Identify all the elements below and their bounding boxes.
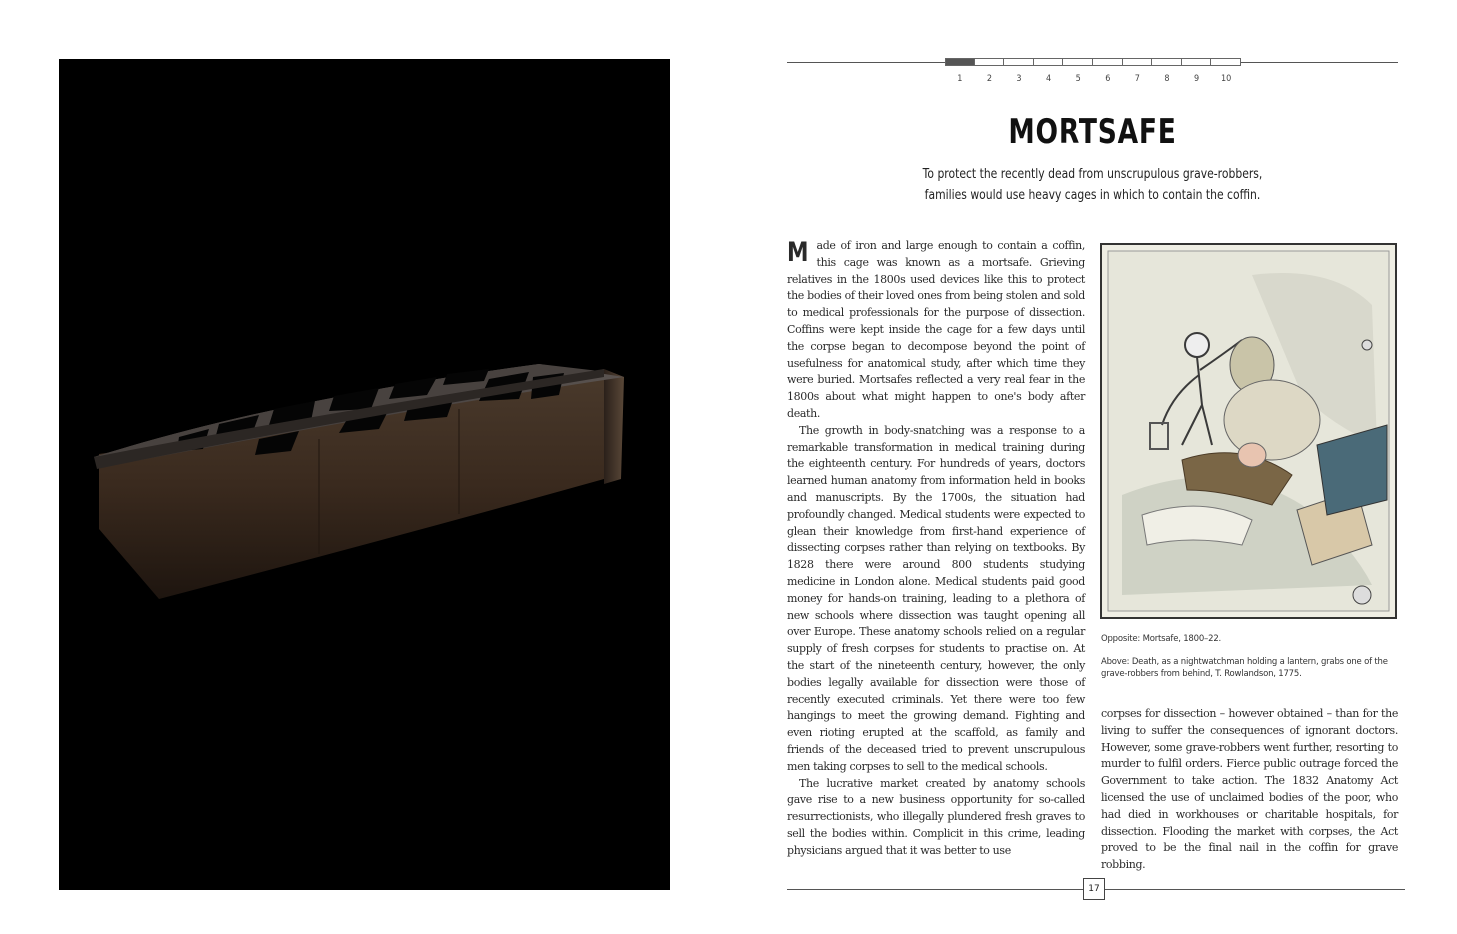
subtitle-line: To protect the recently dead from unscrupulous grave-robbers, (922, 166, 1263, 182)
illustration-image (1102, 245, 1395, 617)
body-paragraph: The growth in body-snatching was a response to a remarkable transformation in medical training during the eighteenth century. For hundreds of years, doctors learned human anatomy from information held in books and manuscripts. By the 1700s, the situation had profoundly changed. Medical students were expected to glean their knowledge from first-hand experience of dissecting corpses rather than relying on textbooks. By 1828 there were around 800 students studying medicine in London alone. Medical students paid good money for hands-on training, leading to a plethora of new schools where dissection was taught opening all over Europe. These anatomy schools relied on a regular supply of fresh corpses for students to practise on. At the start of the nineteenth century, however, the only bodies legally available for dissection were those of recently executed criminals. Yet there were too few hangings to meet the growing demand. Fighting and even rioting erupted at the scaffold, as family and friends of the deceased tried to prevent unscrupulous men taking corpses to sell to the medical schools. (787, 423, 1085, 773)
body-paragraph (787, 238, 1085, 423)
strip-number: 8 (1164, 74, 1170, 84)
page-title: MORTSAFE (1008, 112, 1177, 152)
strip-cell (1063, 58, 1093, 66)
strip-number: 6 (1105, 74, 1111, 84)
caption-opposite: Opposite: Mortsafe, 1800–22. (1101, 634, 1222, 644)
strip-cell (1182, 58, 1212, 66)
strip-cell (1004, 58, 1034, 66)
strip-cell (1123, 58, 1153, 66)
drop-cap: M (787, 237, 809, 268)
mortsafe-image (59, 59, 670, 890)
strip-number: 9 (1193, 74, 1200, 84)
body-paragraph: The lucrative market created by anatomy schools gave rise to a new business opportunity for so-called resurrectionists, who illegally plundered fresh graves to sell the bodies within. Complicit in this crime, leading physicians argued that it was better to use (787, 776, 1085, 857)
footer-rule-left (787, 889, 1083, 890)
body-column-right (1101, 706, 1398, 874)
strip-number: 3 (1016, 74, 1022, 84)
caption-above: Above: Death, as a nightwatchman holding a lantern, grabs one of the grave-robbers from behind, T. Rowlandson, 1775. (1101, 657, 1388, 679)
page-subtitle (848, 164, 1337, 206)
strip-number: 4 (1046, 74, 1052, 84)
strip-cell (1034, 58, 1064, 66)
strip-number: 5 (1075, 74, 1081, 84)
rowlandson-illustration (1100, 243, 1397, 619)
body-paragraph: corpses for dissection – however obtained – than for the living to suffer the consequences of ignorant doctors. However, some grave-robbers went further, resorting to murder to fulfil orders. Fierce public outrage forced the Government to take action. The 1832 Anatomy Act licensed the use of unclaimed bodies of the poor, who had died in workhouses or charitable hospitals, for dissection. Flooding the market with corpses, the Act proved to be the final nail in the coffin for grave robbing. (1101, 707, 1398, 872)
page-strip-numbers (945, 74, 1241, 84)
subtitle-line: families would use heavy cages in which to contain the coffin. (924, 187, 1261, 203)
page-number: 17 (1083, 878, 1105, 900)
strip-number: 10 (1220, 74, 1232, 84)
strip-cell-active (945, 58, 975, 66)
strip-cell (975, 58, 1005, 66)
strip-cell (1211, 58, 1241, 66)
paragraph-text: ade of iron and large enough to contain a coffin, this cage was known as a mortsafe. Grieving relatives in the 1800s used devices like this to protect the bodies of their loved ones from being stolen and sold to medical professionals for the purpose of dissection. Coffins were kept inside the cage for a few days until the corpse began to decompose beyond the point of usefulness for anatomical study, after which time they were buried. Mortsafes reflected a very real fear in the 1800s about what might happen to one's body after death. (787, 239, 1085, 420)
strip-cell (1093, 58, 1123, 66)
footer-rule-right (1105, 889, 1405, 890)
mortsafe-photo (59, 59, 670, 890)
strip-number: 7 (1134, 74, 1140, 84)
strip-cell (1152, 58, 1182, 66)
page-progress-strip (945, 58, 1241, 66)
strip-number: 1 (957, 74, 963, 84)
strip-number: 2 (986, 74, 992, 84)
body-column-left (787, 238, 1085, 859)
